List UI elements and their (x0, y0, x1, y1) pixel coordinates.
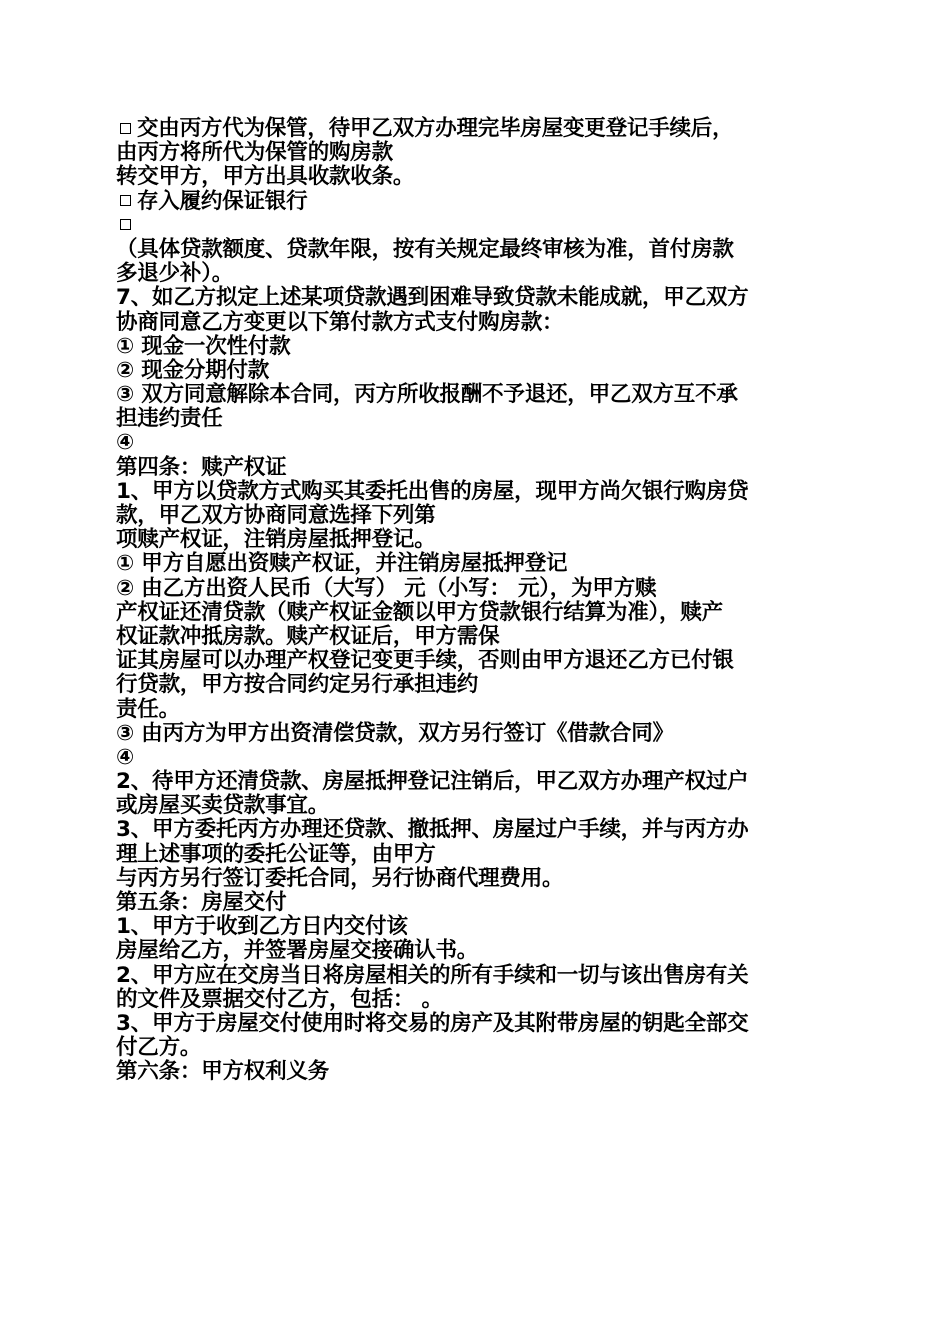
text-line (116, 117, 832, 141)
line-text: 理上述事项的委托公证等，由甲方 (116, 841, 436, 867)
line-text: 证其房屋可以办理产权登记变更手续，否则由甲方退还乙方已付银 (116, 648, 734, 674)
line-text: 1、甲方以贷款方式购买其委托出售的房屋，现甲方尚欠银行购房贷 (116, 478, 749, 504)
line-text: 第五条：房屋交付 (116, 890, 287, 915)
document-body (116, 117, 832, 1085)
line-text: 房屋给乙方，并签署房屋交接确认书。 (116, 938, 479, 964)
line-text: ① 甲方自愿出资赎产权证，并注销房屋抵押登记 (116, 551, 568, 577)
line-text: ④ (116, 430, 135, 456)
text-line (116, 939, 832, 963)
text-line (116, 383, 832, 407)
text-line (116, 165, 832, 189)
text-line (116, 673, 832, 697)
text-line (116, 335, 832, 359)
text-line (116, 238, 832, 262)
text-line (116, 1036, 832, 1060)
text-line (116, 770, 832, 794)
line-text: 3、甲方委托丙方办理还贷款、撤抵押、房屋过户手续，并与丙方办 (116, 817, 749, 843)
line-text: 2、待甲方还清贷款、房屋抵押登记注销后，甲乙双方办理产权过户 (116, 769, 749, 795)
line-text: 权证款冲抵房款。赎产权证后，甲方需保 (116, 623, 500, 649)
text-line (116, 988, 832, 1012)
text-line (116, 625, 832, 649)
text-line (116, 1060, 832, 1084)
text-line (116, 577, 832, 601)
text-line (116, 190, 832, 214)
text-line (116, 504, 832, 528)
text-line (116, 359, 832, 383)
line-text: 7、如乙方拟定上述某项贷款遇到困难导致贷款未能成就，甲乙双方 (116, 285, 749, 311)
line-text: 第六条：甲方权利义务 (116, 1059, 330, 1085)
line-text: 或房屋买卖贷款事宜。 (116, 793, 330, 819)
line-text: 协商同意乙方变更以下第付款方式支付购房款： (116, 309, 564, 335)
checkbox-icon (120, 123, 131, 134)
line-text: ② 现金分期付款 (116, 357, 270, 383)
line-text: （具体贷款额度、贷款年限，按有关规定最终审核为准，首付房款 (116, 236, 734, 262)
line-text: 行贷款，甲方按合同约定另行承担违约 (116, 672, 479, 698)
line-text: ① 现金一次性付款 (116, 333, 291, 359)
text-line (116, 1012, 832, 1036)
line-text: ③ 双方同意解除本合同，丙方所收报酬不予退还，甲乙双方互不承 (116, 382, 738, 408)
line-text: 与丙方另行签订委托合同，另行协商代理费用。 (116, 865, 564, 891)
line-text: ④ (116, 744, 135, 770)
text-line (116, 480, 832, 504)
line-text: 交由丙方代为保管，待甲乙双方办理完毕房屋变更登记手续后， (137, 116, 734, 141)
text-line (116, 601, 832, 625)
text-line (116, 649, 832, 673)
line-text: 产权证还清贷款（赎产权证金额以甲方贷款银行结算为准），赎产 (116, 599, 723, 625)
line-text: 转交甲方，甲方出具收款收条。 (116, 164, 415, 190)
text-line (116, 262, 832, 286)
line-text: 2、甲方应在交房当日将房屋相关的所有手续和一切与该出售房有关 (116, 962, 749, 988)
text-line (116, 915, 832, 939)
text-line (116, 843, 832, 867)
text-line (116, 431, 832, 455)
line-text: 1、甲方于收到乙方日内交付该 (116, 914, 408, 940)
line-text: ③ 由丙方为甲方出资清偿贷款，双方另行签订《借款合同》 (116, 720, 674, 746)
line-text: 担违约责任 (116, 406, 223, 432)
text-line (116, 867, 832, 891)
line-text: 存入履约保证银行 (137, 188, 308, 214)
line-text: 款，甲乙双方协商同意选择下列第 (116, 503, 436, 528)
line-text: 的文件及票据交付乙方，包括： 。 (116, 986, 443, 1012)
text-line (116, 214, 832, 238)
line-text: 3、甲方于房屋交付使用时将交易的房产及其附带房屋的钥匙全部交 (116, 1010, 749, 1036)
text-line (116, 722, 832, 746)
line-text: ② 由乙方出资人民币（大写） 元（小写： 元），为甲方赎 (116, 575, 657, 601)
text-line (116, 311, 832, 335)
text-line (116, 407, 832, 431)
checkbox-icon (120, 219, 131, 230)
line-text: 由丙方将所代为保管的购房款 (116, 140, 393, 166)
text-line (116, 528, 832, 552)
text-line (116, 891, 832, 915)
text-line (116, 552, 832, 576)
line-text: 多退少补）。 (116, 261, 234, 287)
text-line (116, 746, 832, 770)
text-line (116, 818, 832, 842)
checkbox-icon (120, 195, 131, 206)
line-text: 付乙方。 (116, 1035, 202, 1061)
line-text: 项赎产权证，注销房屋抵押登记。 (116, 527, 436, 553)
text-line (116, 141, 832, 165)
text-line (116, 794, 832, 818)
text-line (116, 286, 832, 310)
line-text: 责任。 (116, 696, 180, 722)
line-text: 第四条：赎产权证 (116, 454, 287, 480)
text-line (116, 964, 832, 988)
text-line (116, 698, 832, 722)
text-line (116, 456, 832, 480)
